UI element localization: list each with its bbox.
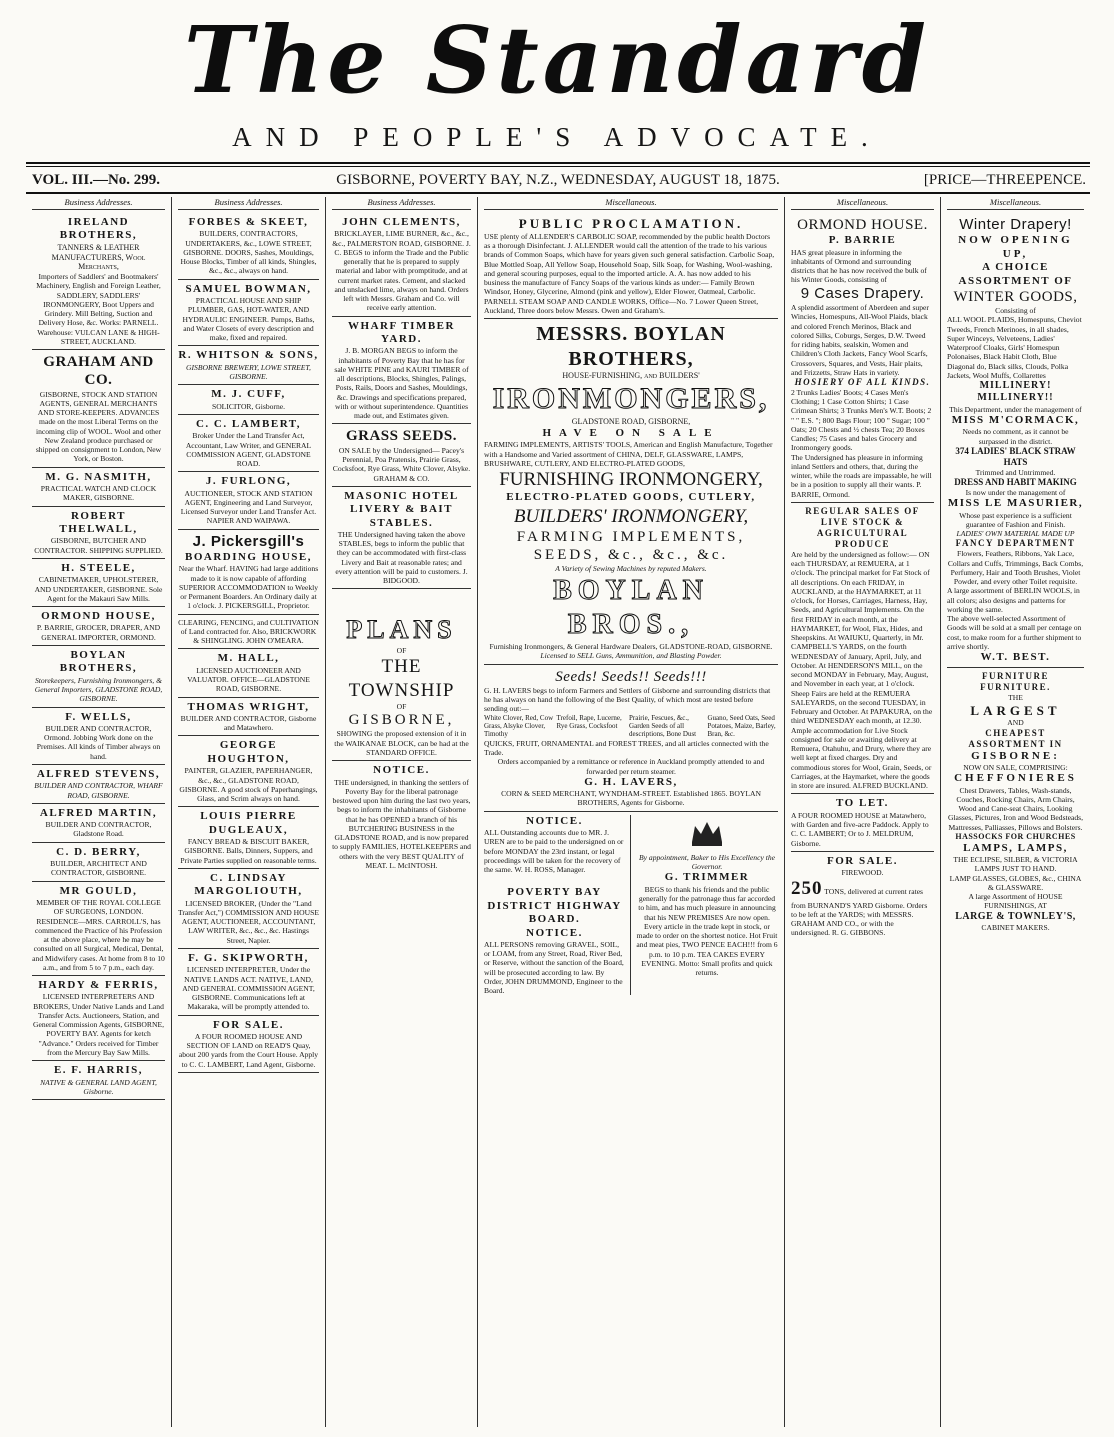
ad-headline: FARMING IMPLEMENTS, SEEDS, &c., &c., &c. <box>516 528 746 564</box>
ad-clements <box>332 213 471 317</box>
ad-text: LAMP GLASSES, GLOBES, &c., CHINA & GLASSWARE. <box>949 873 1082 892</box>
ad-headline: CHEFFONIERES <box>954 772 1077 785</box>
ad-text: FARMING IMPLEMENTS, ARTISTS' TOOLS, American and English Manufacture, Together with a Handsome and Varied assortment of CHINA, DELF, GLASSWARE, LAMPS, BRUSHWARE, CUTLERY, AND ELECTRO-PLATED GOODS, <box>484 440 773 468</box>
ad-connector: OF <box>396 646 407 656</box>
ad-text: J. B. MORGAN BEGS to inform the inhabitants of Poverty Bay that he has for sale WHITE PINE and KAURI TIMBER of all descriptions, Blocks, Shingles, Palings, Posts, Rails, Doors and Sashes, Mouldings, &c. Drawings and specifications prepared, with or without superintendence. Quantities made out, and Estimates given. <box>334 346 469 421</box>
masthead <box>0 0 1114 165</box>
ad-headline: DRESS AND HABIT MAKING <box>954 476 1077 487</box>
ad-subtitle: NOTICE. <box>526 926 583 939</box>
ad-martin <box>32 804 165 843</box>
ad-text: CABINETMAKER, UPHOLSTERER, AND UNDERTAKER, GISBORNE. Sole Agent for the Makauri Saw Mills. <box>34 575 163 603</box>
ad-name: TO LET. <box>836 797 889 810</box>
ad-name: H. STEELE, <box>61 561 136 574</box>
column-2 <box>172 197 326 1427</box>
ad-nasmith <box>32 468 165 507</box>
ad-name: R. WHITSON & SONS, <box>178 349 319 362</box>
ad-name: FOR SALE. <box>213 1018 284 1031</box>
ad-text: BUILDER AND CONTRACTOR, WHARF ROAD, GISBORNE. <box>34 781 163 800</box>
ad-text: Licensed to SELL Guns, Ammunition, and Blasting Powder. <box>540 651 722 661</box>
ad-name: LOUIS PIERRE DUGLEAUX, <box>200 810 297 836</box>
ad-houghton <box>178 736 319 807</box>
ad-text: The above well-selected Assortment of Goods will be sold at a small per centage on cost, to make room for a further shipment to arrive shortly. <box>947 614 1082 651</box>
ad-plans-township <box>332 589 471 761</box>
ad-text: A large assortment of BERLIN WOOLS, in all colors; also designs and patterns for working the same. <box>947 586 1080 614</box>
ad-ireland-brothers <box>32 213 165 350</box>
firewood-quantity: 250 <box>791 878 823 900</box>
ad-headline: LAMPS, LAMPS, <box>963 841 1068 854</box>
ad-name: PLANS <box>346 615 457 645</box>
ad-firewood <box>791 852 934 941</box>
ad-have-on-sale: HAVE ON SALE <box>542 426 720 439</box>
ad-text: Needs no comment, as it cannot be surpassed in the district. <box>962 427 1069 446</box>
ad-text: CORN & SEED MERCHANT, WYNDHAM-STREET. Established 1865. BOYLAN BROTHERS, Agents for Gisborne. <box>501 789 761 808</box>
ad-proprietor: P. BARRIE <box>828 234 897 247</box>
ad-name: SAMUEL BOWMAN, <box>185 282 312 295</box>
ad-name: BOYLAN BROTHERS, <box>59 648 138 675</box>
ad-name: ROBERT THELWALL, <box>59 509 138 535</box>
ad-boylan-brothers-large <box>484 319 778 664</box>
ad-text: NOW ON SALE, COMPRISING: <box>963 763 1068 773</box>
ad-text: Broker Under the Land Transfer Act, Accountant, Law Writer, and GENERAL COMMISSION AGENT, GLADSTONE ROAD. <box>185 431 312 469</box>
column-4 <box>478 197 785 1427</box>
ad-pickersgill <box>178 530 319 615</box>
ad-trimmer <box>631 815 778 996</box>
ad-name: MASONIC HOTEL <box>344 489 459 502</box>
ad-text: A splendid assortment of Aberdeen and super Wincies, Homespuns, All-Wool Plaids, black and colored French Merinos, Black and colored Silks, Coburgs, Serges, D.W. Tweed for riding habits, sealskin, Women and Children's Cloth Jackets, Fancy Wool Scarfs, Crossovers, Squares, and Vests, Hair plaits, and Frizzetts, Straw Hats in variety. <box>791 303 929 377</box>
newspaper-title: The Standard <box>183 6 931 114</box>
ad-name: C. C. LAMBERT, <box>195 417 302 430</box>
ad-subtitle: ELECTRO-PLATED GOODS, CUTLERY, <box>506 491 756 504</box>
seeds-list-column: Guano, Seed Oats, Seed Potatoes, Maize, Barley, Bran, &c. <box>707 713 776 739</box>
ad-connector: OF <box>396 701 407 711</box>
ad-thelwall <box>32 507 165 559</box>
ad-name: MESSRS. BOYLAN BROTHERS, <box>536 323 726 370</box>
ad-connector: Consisting of <box>995 306 1036 316</box>
ad-subtitle: FIREWOOD. <box>841 868 884 878</box>
ad-bowman <box>178 280 319 347</box>
ad-appointment: By appointment, Baker to His Excellency the Governor. <box>638 852 775 872</box>
ad-name: GEORGE HOUGHTON, <box>207 739 290 765</box>
ad-skipworth <box>178 949 319 1016</box>
column-heading: Business Addresses. <box>178 197 319 210</box>
ad-goods-list: ALL WOOL PLAIDS, Homespuns, Cheviot Tweeds, French Merinoes, in all shades, Super Winceys, Velveteens, Ladies' Waterproof Cloaks, Girls' Homespun Polonaises, Black Habit Cloth, Blue Diagonal do, Black silks, Clouds, Polka Jackets, Wool Muffs, Collarettes <box>947 315 1082 380</box>
ad-name: NOTICE. <box>373 764 430 777</box>
ad-hardy-ferris <box>32 976 165 1061</box>
ad-name: F. WELLS, <box>65 710 132 723</box>
ad-steele <box>32 559 165 607</box>
ad-name: POVERTY BAY DISTRICT HIGHWAY BOARD. <box>487 886 622 926</box>
ad-manager: MISS LE MASURIER, <box>947 497 1084 510</box>
ad-subtitle: TANNERS & LEATHER MANUFACTURERS, Wool Merchants, <box>51 242 146 272</box>
ad-wharf-timber-yard <box>332 317 471 425</box>
ad-text: Orders accompanied by a remittance or reference in Auckland promptly attended to and forwarded per return steamer. <box>497 757 765 776</box>
ad-text: BRICKLAYER, LIME BURNER, &c., &c., &c., PALMERSTON ROAD, GISBORNE. J. C. BEGS to inform the Trade and the Public generally that he is prepared to supply material and labor with promptitude, and at current market rates. Cement, and slacked and unslacked lime, always on hand. Orders left with Messrs. Graham and Co. will receive early attention. <box>332 229 471 313</box>
ad-text: TONS, delivered at current rates from BURNAND'S YARD Gisborne. Orders to be left at the YARDS; with MESSRS. GRAHAM AND CO., or with the undersigned. R. G. GIBBONS. <box>791 887 928 938</box>
ad-butcher-notice <box>332 761 471 873</box>
ad-text: The Undersigned has pleasure in informing inland Settlers and others, that, during the winter, while the roads are impassable, he will be in a position to supply all their wants. P. BARRIE, Ormond. <box>791 452 932 499</box>
ad-text: LICENSED INTERPRETERS AND BROKERS, Under Native Lands and Land Transfer Acts. Auctioneers, Station, and General Commission Agents, GISBORNE, POVERTY BAY. Agents for ketch "Advance." Orders received for Timber from the Mercury Bay Saw Mills. <box>33 992 164 1057</box>
ad-name: NOTICE. <box>526 814 583 827</box>
ad-grass-seeds <box>332 424 471 486</box>
ad-name: J. FURLONG, <box>205 475 292 488</box>
ad-headline: FANCY DEPARTMENT <box>955 538 1076 549</box>
column-1 <box>26 197 172 1427</box>
ad-subtitle: NOW OPENING UP, <box>958 234 1073 260</box>
ad-text: A FOUR ROOMED HOUSE AND SECTION OF LAND on READ'S Quay, about 200 yards from the Court House. Apply to C. C. LAMBERT, Land Agent, Gisborne. <box>178 1031 319 1069</box>
ad-text: Furnishing Ironmongers, & General Hardware Dealers, GLADSTONE-ROAD, GISBORNE. <box>489 642 773 652</box>
ad-text: AUCTIONEER, STOCK AND STATION AGENT, Engineering and Land Surveyor, Licensed Surveyor under Land Transfer Act. NAPIER AND WAIPAWA. <box>180 488 317 526</box>
ad-wright <box>178 698 319 737</box>
column-3 <box>326 197 478 1427</box>
ad-headline: GISBORNE: <box>971 749 1060 762</box>
ad-headline: 9 Cases Drapery. <box>800 284 925 302</box>
ad-seeds <box>484 665 778 812</box>
ad-name: C. D. BERRY, <box>56 845 141 858</box>
ad-text: A Variety of Sewing Machines by reputed Makers. <box>555 564 707 574</box>
ad-cuff <box>178 385 319 415</box>
ad-name: Seeds! Seeds!! Seeds!!! <box>555 668 707 685</box>
ad-subtitle: A CHOICE ASSORTMENT OF <box>958 261 1073 287</box>
ad-text: A large Assortment of HOUSE FURNISHINGS, AT <box>968 892 1063 911</box>
ad-text: BEGS to thank his friends and the public generally for the patronage thus far accorded to him, and has much pleasure in announcing that his NEW PREMISES Are now open. Every article in the trade kept in stock, or made to order on the shortest notice. Hot Fruit and meat pies, TWO PENCE EACH!!! from 6 p.m. to 10 p.m. TEA CAKES EVERY EVENING. Motto: Small profits and quick returns. <box>636 884 778 978</box>
ad-name: ORMOND HOUSE. <box>797 217 928 233</box>
ad-clearing <box>178 615 319 650</box>
column-heading: Miscellaneous. <box>484 197 778 210</box>
dateline-rule <box>26 192 1090 194</box>
column-heading: Miscellaneous. <box>947 197 1084 210</box>
seeds-list-column: Trefoil, Rape, Lucerne, Rye Grass, Cocksfoot <box>556 713 622 730</box>
ad-ormond-house-large <box>791 213 934 503</box>
ad-margoliouth <box>178 869 319 949</box>
ad-name: HARDY & FERRIS, <box>38 979 159 992</box>
ad-text: THE undersigned, in thanking the settlers of Poverty Bay for the liberal patronage bestowed upon him during the last two years, begs to inform the inhabitants of Gisborne that he has OPENED a branch of his BUTCHERING BUSINESS in the GLADSTONE ROAD, and is now prepared to supply FAMILIES, HOTELKEEPERS and others with the very BEST QUALITY of MEAT. L. McINTOSH. <box>332 777 471 870</box>
price: [PRICE—THREEPENCE. <box>923 172 1086 188</box>
ad-headline: WINTER GOODS, <box>953 288 1078 305</box>
ad-connector: THE <box>1008 693 1023 703</box>
ad-subtitle: BOARDING HOUSE, <box>184 550 313 563</box>
ad-berry <box>32 843 165 882</box>
ad-name: M. HALL, <box>217 652 280 665</box>
ad-name: G. H. LAVERS, <box>584 775 678 788</box>
ad-name: F. G. SKIPWORTH, <box>188 951 309 964</box>
ad-text: PAINTER, GLAZIER, PAPERHANGER, &c., &c., GLADSTONE ROAD, GISBORNE. A good stock of Paperhangings, Glass, and Scrim always on hand. <box>179 766 318 804</box>
ad-masonic-hotel <box>332 487 471 590</box>
ad-text: P. BARRIE, GROCER, DRAPER, AND GENERAL IMPORTER, ORMOND. <box>36 623 161 642</box>
ad-name: M. G. NASMITH, <box>45 470 152 483</box>
ad-manager: MISS M'CORMACK, <box>951 413 1080 426</box>
ad-text: Whose past experience is a sufficient guarantee of Fashion and Finish. <box>959 510 1072 529</box>
ad-name: GRASS SEEDS. <box>345 428 458 445</box>
ad-text: FANCY BREAD & BISCUIT BAKER, GISBORNE. Balls, Dinners, Suppers, and Private Parties supplied on reasonable terms. <box>180 837 317 865</box>
ad-headline: CHEAPEST ASSORTMENT IN <box>968 727 1063 749</box>
ad-subtitle: LADIES' OWN MATERIAL MADE UP <box>956 529 1075 539</box>
ad-signature: LARGE & TOWNLEY'S, <box>955 910 1076 922</box>
ad-name: WHARF TIMBER YARD. <box>348 319 455 346</box>
column-6 <box>941 197 1090 1427</box>
ad-text: QUICKS, FRUIT, ORNAMENTAL and FOREST TREES, and all articles connected with the Trade. <box>484 738 769 758</box>
ad-text: Importers of Saddlers' and Bootmakers' Machinery, English and Foreign Leather, SADDLERY, SADDLERS' IRONMONGERY, Boot Uppers and Grindery. Mill Belting, Suction and Delivery Hose, &c. Works: PARNELL. Warehouse: VULCAN LANE & HIGH-STREET, AUCKLAND. <box>36 272 161 346</box>
ad-text: CABINET MAKERS. <box>981 922 1050 932</box>
ad-name: IRELAND BROTHERS, <box>59 216 138 242</box>
ad-text: SOLICITOR, Gisborne. <box>211 401 286 411</box>
ad-name: ORMOND HOUSE, <box>41 610 156 623</box>
ad-text: BUILDER AND CONTRACTOR, Gisborne and Matawhero. <box>180 713 317 733</box>
ad-wells <box>32 708 165 765</box>
ad-text: LICENSED AUCTIONEER AND VALUATOR. OFFICE—GLADSTONE ROAD, GISBORNE. <box>187 665 310 694</box>
ad-text: GISBORNE, STOCK AND STATION AGENTS, GENERAL MERCHANTS AND STORE-KEEPERS. ADVANCES made on the most Liberal Terms on the incoming clip of WOOL. Wool and other New Zealand produce purchased or shipped on consignment to London, New York, or Boston. <box>35 389 162 464</box>
ad-text: This Department, under the management of <box>949 404 1082 414</box>
column-heading: Business Addresses. <box>32 197 165 210</box>
ad-text: SHOWING the proposed extension of it in the WAIKANAE BLOCK, can be had at the STANDARD OFFICE. <box>334 729 469 757</box>
ad-furniture <box>947 668 1084 935</box>
ad-text: ALL Outstanding accounts due to MR. J. UREN are to be paid to the undersigned on or before MONDAY the 23rd instant, or legal proceedings will be taken for the recovery of the same. W. H. ROSS, Manager. <box>484 828 624 875</box>
ad-whitson <box>178 346 319 385</box>
ad-hall <box>178 649 319 697</box>
ad-name: GISBORNE, <box>348 712 455 729</box>
ad-furlong <box>178 472 319 529</box>
ad-graham-and-co <box>32 350 165 468</box>
ad-text: Storekeepers, Furnishing Ironmongers, & General Importers, GLADSTONE ROAD, GISBORNE. <box>34 675 163 704</box>
ad-headline: LARGEST <box>970 702 1061 718</box>
ad-text: ALL PERSONS removing GRAVEL, SOIL, or LOAM, from any Street, Road, River Bed, or Reserve, without the sanction of the Board, will be prosecuted according to law. By Order, JOHN DRUMMOND, Engineer to the Board. <box>484 939 624 996</box>
place-date: GISBORNE, POVERTY BAY, N.Z., WEDNESDAY, AUGUST 18, 1875. <box>336 172 780 188</box>
ad-text: GISBORNE, BUTCHER AND CONTRACTOR. SHIPPING SUPPLIED. <box>34 536 163 555</box>
ad-headline: BUILDERS' IRONMONGERY, <box>513 505 749 527</box>
ad-name: THE TOWNSHIP <box>348 656 455 701</box>
ad-name: PUBLIC PROCLAMATION. <box>518 216 744 231</box>
ad-text: Are held by the undersigned as follow:— ON each THURSDAY, at REMUERA, at 1 o'clock. The principal market for Fat Stock of all descriptions. On each FRIDAY, in AUCKLAND, at the HAYMARKET, at 11 o'clock, for Horses, Carriages, Harness, Hay, Seeds, and Agricultural Implements. On the first FRIDAY in each month, at the HAYMARKET, for Wool, Flax, Hides, and Sheepskins. At WAIUKU, Quarterly, in Mr. CAMPBELL'S YARDS, on the fourth WEDNESDAY of January, April, July, and October. At HENDERSON'S MILL, on the second MONDAY in February, May, August, and November in each year, at 1 o'clock. Sheep Fairs are held at the REMUERA SALEYARDS, on the second TUESDAY, in February and October. At PAPAKURA, on the third WEDNESDAY each month, at 12.30. Ample accommodation for Live Stock consigned for sale or awaiting delivery at Remuera, Otahuhu, and Drury, where they are well kept at fixed charges. Dry and commodious stores for Wool, Grain, Seeds, or Carriages, at the Haymarket, where the goods in store are insured. ALFRED BUCKLAND. <box>791 549 933 791</box>
seeds-list-column: White Clover, Red, Cow Grass, Alsyke Clover, Timothy <box>484 713 554 739</box>
ad-headline: IRONMONGERS, <box>492 381 770 415</box>
column-heading: Miscellaneous. <box>791 197 934 210</box>
ad-name: ALFRED STEVENS, <box>36 767 161 780</box>
ad-text: HAS great pleasure in informing the inhabitants of Ormond and surrounding districts that he has now received the bulk of his Winter Goods, consisting of <box>791 247 927 285</box>
ad-text: BUILDERS, CONTRACTORS, UNDERTAKERS, &c., LOWE STREET, GISBORNE. DOORS, Sashes, Mouldings, House Blocks, Timber of all kinds, Shingles, &c., &c., always on hand. <box>180 229 317 276</box>
ad-connector: AND <box>1007 718 1024 728</box>
ad-uren-notice <box>484 815 631 996</box>
ad-text: LICENSED INTERPRETER, Under the NATIVE LANDS ACT. NATIVE, LAND, AND GENERAL COMMISSION AGENT, GISBORNE. Communications left at Makaraka, will be promptly attended to. <box>182 965 315 1012</box>
ad-headline: 374 LADIES' BLACK STRAW HATS <box>955 445 1076 467</box>
ad-goods-list: Chest Drawers, Tables, Wash-stands, Couches, Rocking Chairs, Arm Chairs, Wood and Cane-seat Chairs, Looking Glasses, Pictures, Iron and Wood Bedsteads, Mattresses, Palliasses, Pillows and Bolsters. <box>947 785 1084 832</box>
ad-name: FOR SALE. <box>827 854 898 867</box>
ad-text: NATIVE & GENERAL LAND AGENT, Gisborne. <box>40 1077 157 1096</box>
ad-goods-list: 2 Trunks Ladies' Boots; 4 Cases Men's Clothing; 1 Case Cotton Shirts; 1 Case Crimean Shirts; 3 Trunks Men's W.T. Boots; 2 " " E.S. "; 800 Bags Flour; 100 " Sugar; 100 " Oats; 20 Chests and ½ chests Tea; 20 Boxes Candles; 75 Cases and bales Grocery and Ironmongery goods. <box>791 387 932 453</box>
ad-text: BUILDER AND CONTRACTOR, Gladstone Road. <box>45 820 152 839</box>
ad-name: JOHN CLEMENTS, <box>342 216 461 228</box>
ad-headline: BOYLAN BROS., <box>553 574 709 640</box>
seeds-list-column: Prairie, Fescues, &c., Garden Seeds of all descriptions, Bone Dust <box>629 713 697 739</box>
column-5 <box>785 197 941 1427</box>
ad-text: PRACTICAL HOUSE AND SHIP PLUMBER, GAS, HOT-WATER, AND HYDRAULIC ENGINEER. Pumps, Baths, and Water Closets of every description and make, fixed and repaired. <box>182 296 315 343</box>
ad-subtitle: HOSIERY OF ALL KINDS. <box>794 377 931 387</box>
ad-text: LICENSED BROKER, (Under the "Land Transfer Act,") COMMISSION AND HOUSE AGENT, AUCTIONEER, ACCOUNTANT, LAW WRITER, &c., &c., &c. Hastings Street, Napier. <box>178 898 319 945</box>
ad-winter-drapery <box>947 213 1084 668</box>
ad-name: G. TRIMMER <box>664 871 750 884</box>
ad-text: Near the Wharf. HAVING had large additions made to it is now capable of affording SUPERIOR ACCOMMODATION to Weekly or Permanent Boarders. An Ordinary daily at 1 o'clock. J. PICKERSGILL, Proprietor. <box>178 564 319 611</box>
ad-row <box>484 812 778 999</box>
masthead-rule-thin <box>26 166 1090 167</box>
ad-name: ALFRED MARTIN, <box>39 806 158 819</box>
ad-text: THE ECLIPSE, SILBER, & VICTORIA LAMPS JUST TO HAND. <box>953 855 1078 874</box>
ad-text: Trimmed and Untrimmed. <box>975 467 1056 477</box>
ad-gould <box>32 882 165 976</box>
ad-text: THE Undersigned having taken the above STABLES, begs to inform the public that they can be accommodated with first-class Livery and Bait at reasonable rates; and every attention will be paid to customers. J. BIDGOOD. <box>335 529 468 586</box>
ad-name: FORBES & SKEET, <box>188 216 309 228</box>
newspaper-subtitle: AND PEOPLE'S ADVOCATE. <box>232 122 882 152</box>
seeds-list <box>484 714 778 739</box>
ad-stevens <box>32 765 165 804</box>
crown-icon <box>687 818 727 848</box>
ad-dugleaux <box>178 807 319 869</box>
masthead-rule <box>26 162 1090 164</box>
columns <box>26 197 1090 1427</box>
ad-name: C. LINDSAY MARGOLIOUTH, <box>194 871 303 898</box>
ad-headline: HASSOCKS FOR CHURCHES <box>955 831 1076 841</box>
ad-harris <box>32 1061 165 1100</box>
ad-text: A FOUR ROOMED HOUSE at Matawhero, with Garden and five-acre Paddock. Apply to C. C. LAMBERT; Or to J. MELDRUM, Gisborne. <box>791 810 929 848</box>
ad-name: M. J. CUFF, <box>211 388 286 401</box>
ad-boylan-brothers <box>32 646 165 708</box>
ad-name: E. F. HARRIS, <box>53 1064 144 1077</box>
ad-text: USE plenty of ALLENDER'S CARBOLIC SOAP, recommended by the public health Doctors as a thorough Disinfectant. J. ALLENDER would call the attention of the trade to his various brands of Common Soaps, which have for years given such general satisfaction. Carbolic Soap, Blue Mottled Soap, All Yellow Soap, Household Soap, Silk Soap, for Washing, Wool-washing, and general scouring purposes, equal to the imported article. A. A. has now added to his business the manufacture of Fancy Soaps of the various kinds as under:— Family Brown Windsor, Honey, Glycerine, Almond (pink and yellow), Elder Flower, Oatmeal, Carbolic. PARNELL STEAM SOAP AND CANDLE WORKS, Office—No. 7 Lower Queen Street, Auckland, Three doors below Messrs. Owen and Graham's. <box>484 231 775 315</box>
ad-public-proclamation <box>484 213 778 319</box>
ad-text: CLEARING, FENCING, and CULTIVATION of Land contracted for. Also, BRICKWORK & SHINGLING. JOHN O'MEARA. <box>178 617 319 646</box>
ad-headline: MILLINERY! MILLINERY!! <box>977 380 1054 404</box>
ad-address: GLADSTONE ROAD, GISBORNE, <box>571 417 691 427</box>
ad-name: MR GOULD, <box>59 884 138 897</box>
ad-name: FURNITURE FURNITURE. <box>980 671 1051 693</box>
ad-for-sale-house <box>178 1016 319 1073</box>
dateline <box>26 170 1090 190</box>
ad-text: G. H. LAVERS begs to inform Farmers and Settlers of Gisborne and surrounding districts that he has always on hand the following of the Best Quality, of which most are tested before sending out:— <box>484 685 771 714</box>
ad-text: PRACTICAL WATCH AND CLOCK MAKER, GISBORNE. <box>40 484 157 503</box>
ad-text: MEMBER OF THE ROYAL COLLEGE OF SURGEONS, LONDON. RESIDENCE—MRS. CARROLL'S, has commenced the Practice of his Profession at the above place, where he may be consulted on all Surgical, Medical, Dental, and Midwifery cases. At home from 8 to 10 a.m., and from 5 to 7 p.m., each day. <box>32 898 165 972</box>
ad-text: BUILDER AND CONTRACTOR, Ormond. Jobbing Work done on the Premises. All kinds of Timber always on hand. <box>36 723 161 761</box>
column-heading: Business Addresses. <box>332 197 471 210</box>
ad-subtitle: LIVERY & BAIT STABLES. <box>349 503 454 529</box>
ad-subtitle: HOUSE-FURNISHING, and BUILDERS' <box>562 370 700 380</box>
ad-ormond-house <box>32 607 165 646</box>
volume-number: VOL. III.—No. 299. <box>32 172 161 188</box>
ad-text: GISBORNE BREWERY, LOWE STREET, GISBORNE. <box>186 362 311 381</box>
ad-name: REGULAR SALES OF LIVE STOCK & AGRICULTURAL PRODUCE <box>805 505 920 549</box>
ad-text: BUILDER, ARCHITECT AND CONTRACTOR, GISBORNE. <box>50 859 147 878</box>
ad-signature: W.T. BEST. <box>980 651 1051 664</box>
ad-text: ON SALE by the Undersigned— Pacey's Perennial, Poa Pratensis, Prairie Grass, Cocksfoot, Rye Grass, White Clover, Alsyke. GRAHAM & CO. <box>332 445 471 483</box>
ad-headline: FURNISHING IRONMONGERY, <box>499 469 763 491</box>
ad-lambert <box>178 415 319 472</box>
ad-name: GRAHAM AND CO. <box>43 354 154 389</box>
ad-name: Winter Drapery! <box>959 216 1072 233</box>
ad-text: Is now under the management of <box>965 487 1066 497</box>
ad-name: J. Pickersgill's <box>192 532 305 550</box>
ad-forbes-skeet <box>178 213 319 280</box>
ad-goods-list: Flowers, Feathers, Ribbons, Yak Lace, Collars and Cuffs, Trimmings, Back Combs, Perfumery, Hair and Tooth Brushes, Violet Powder, and every other Toilet requisite. <box>947 549 1084 587</box>
ad-regular-sales <box>791 503 934 794</box>
ad-to-let <box>791 794 934 851</box>
ad-name: THOMAS WRIGHT, <box>187 700 310 713</box>
